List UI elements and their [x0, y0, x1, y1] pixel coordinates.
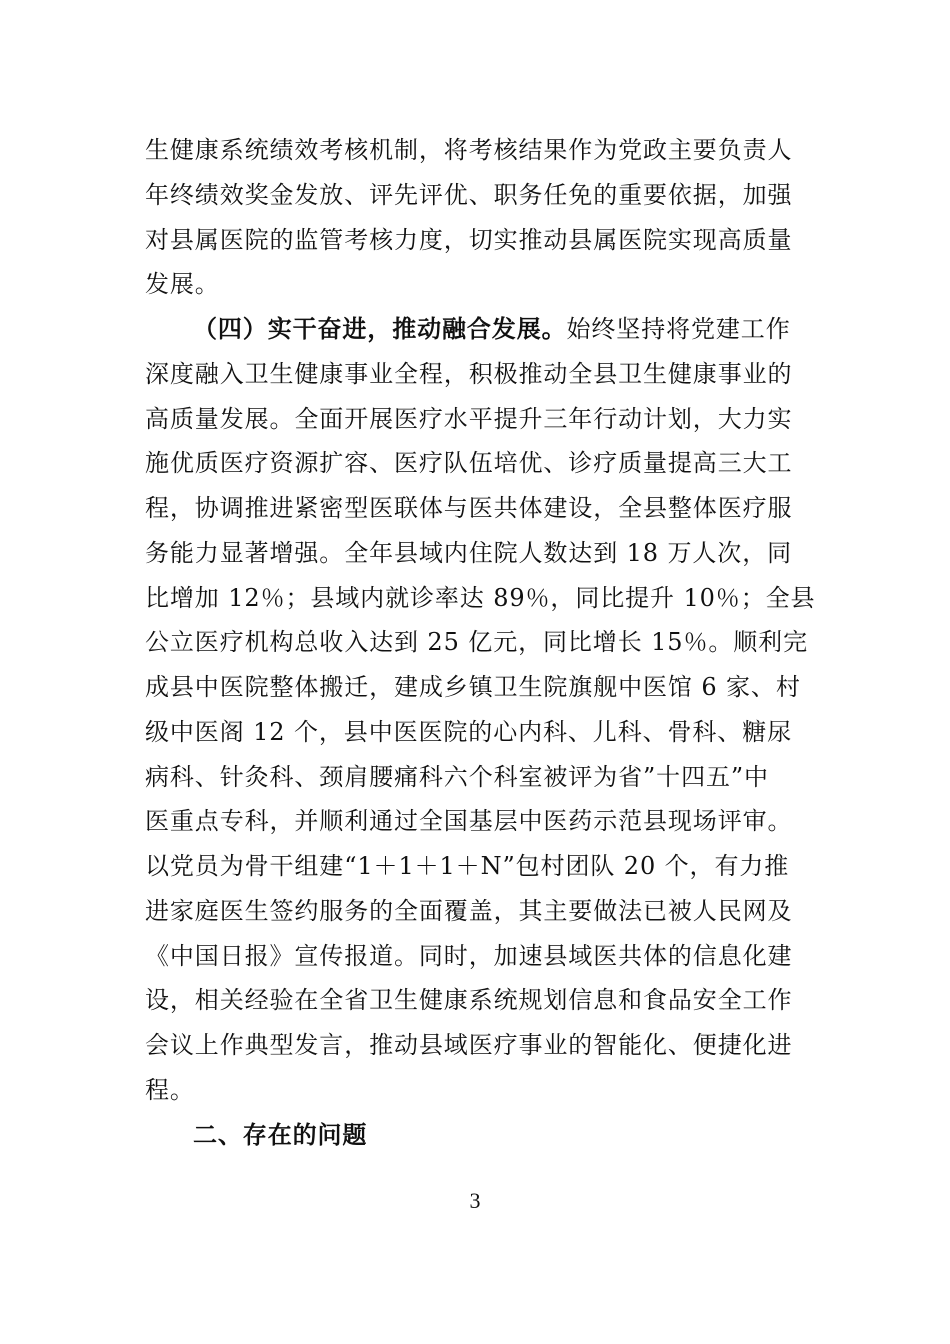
text-line: 对县属医院的监管考核力度，切实推动县属医院实现高质量 [145, 225, 793, 254]
paragraph-performance-assessment [145, 128, 810, 307]
section-heading: 二、存在的问题 [193, 1120, 368, 1149]
paragraph-first-line [145, 307, 810, 352]
text-line: 成县中医院整体搬迁，建成乡镇卫生院旗舰中医馆 6 家、村 [145, 673, 801, 701]
text-span: 始终坚持将党建工作 [566, 315, 791, 343]
text-line: 发展。 [145, 270, 220, 299]
text-line: 深度融入卫生健康事业全程，积极推动全县卫生健康事业的 [145, 359, 793, 388]
page-number: 3 [469, 1188, 481, 1213]
text-line: 年终绩效奖金发放、评先评优、职务任免的重要依据，加强 [145, 180, 793, 209]
text-line: 病科、针灸科、颈肩腰痛科六个科室被评为省”十四五”中 [145, 762, 769, 791]
text-line: 级中医阁 12 个，县中医医院的心内科、儿科、骨科、糖尿 [145, 717, 792, 746]
text-line: 高质量发展。全面开展医疗水平提升三年行动计划，大力实 [145, 404, 793, 433]
text-line: 程，协调推进紧密型医联体与医共体建设，全县整体医疗服 [145, 494, 793, 522]
text-line: 比增加 12％；县域内就诊率达 89％，同比提升 10％；全县 [145, 583, 816, 612]
text-line: 施优质医疗资源扩容、医疗队伍培优、诊疗质量提高三大工 [145, 449, 793, 478]
text-line: 《中国日报》宣传报道。同时，加速县域医共体的信息化建 [145, 941, 793, 970]
text-line: 务能力显著增强。全年县域内住院人数达到 18 万人次，同 [145, 538, 792, 567]
text-line: 会议上作典型发言，推动县域医疗事业的智能化、便捷化进 [145, 1031, 793, 1059]
text-line: 设，相关经验在全省卫生健康系统规划信息和食品安全工作 [145, 986, 793, 1015]
paragraph-integrated-development [145, 307, 816, 1113]
text-line: 公立医疗机构总收入达到 25 亿元，同比增长 15％。顺利完 [145, 628, 808, 657]
text-line: 医重点专科，并顺利通过全国基层中医药示范县现场评审。 [145, 807, 793, 836]
text-line: 以党员为骨干组建“1＋1＋1＋N”包村团队 20 个，有力推 [145, 852, 790, 880]
body-text [145, 128, 816, 1157]
text-line: 程。 [145, 1075, 195, 1104]
text-line: 生健康系统绩效考核机制，将考核结果作为党政主要负责人 [145, 136, 793, 164]
text-line: 进家庭医生签约服务的全面覆盖，其主要做法已被人民网及 [145, 896, 793, 925]
paragraph-title: （四）实干奋进，推动融合发展。 [193, 315, 567, 343]
